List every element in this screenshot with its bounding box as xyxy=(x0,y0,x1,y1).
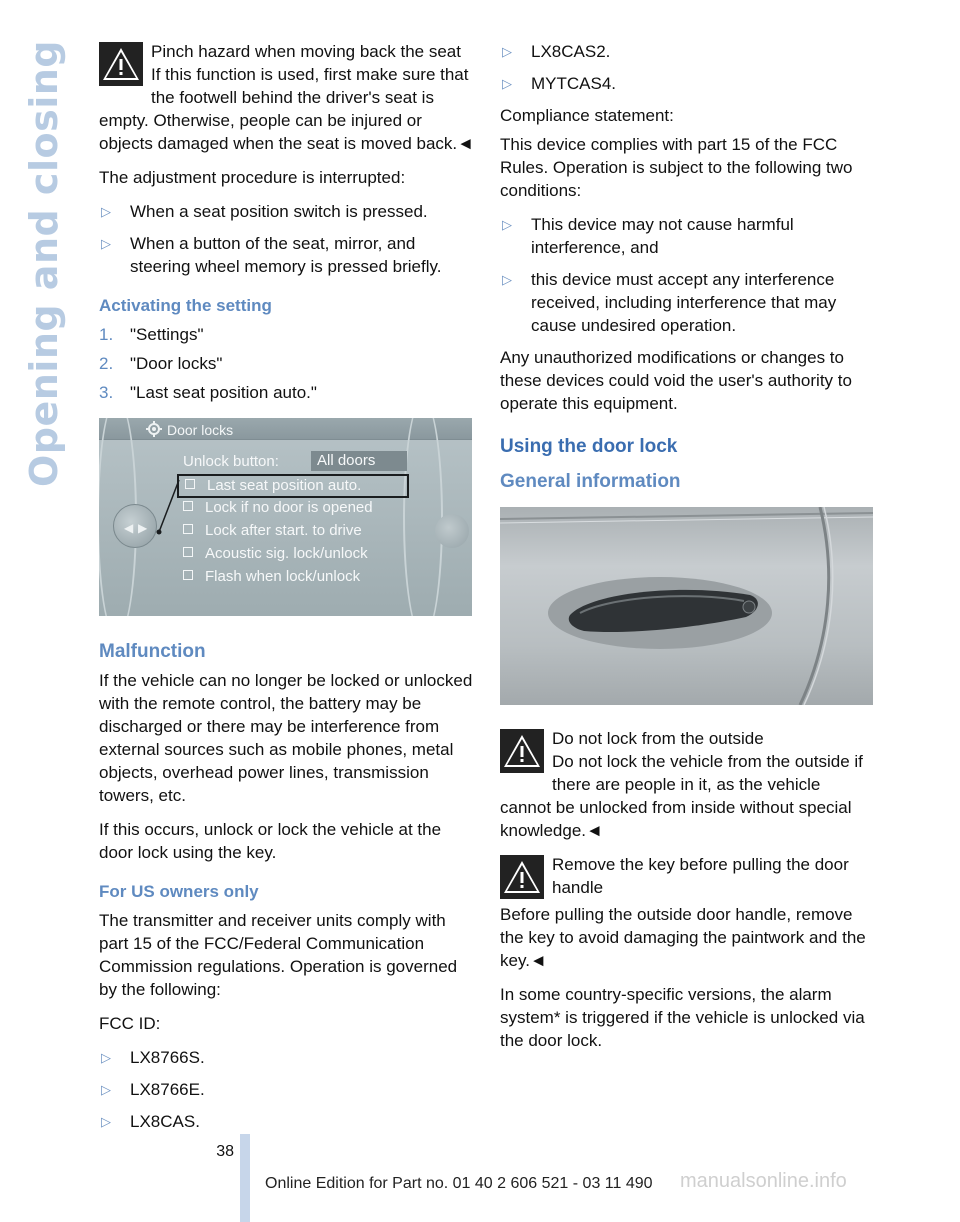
bullet-triangle-icon: ▷ xyxy=(101,204,111,219)
fcc-id-list xyxy=(99,1046,474,1133)
list-item: ▷ This device may not cause harmful interference, and xyxy=(502,215,794,257)
warning-title: Pinch hazard when moving back the seat xyxy=(151,42,461,61)
bullet-triangle-icon: ▷ xyxy=(101,1050,111,1065)
malfunction-paragraph: If the vehicle can no longer be locked or unlocked with the remote control, the battery may be discharged or there may be interference from external sources such as mobile phones, metal objects, overhead power lines, transmission towers, etc. xyxy=(99,671,473,805)
list-item: ▷ LX8CAS2. xyxy=(502,42,611,61)
bullet-triangle-icon: ▷ xyxy=(502,76,512,91)
right-knob-icon xyxy=(435,514,469,548)
edition-text: Online Edition for Part no. 01 40 2 606 521 - 03 11 490 xyxy=(265,1175,653,1192)
list-item: ▷ this device must accept any interference received, including interference that may cause undesired operation. xyxy=(502,270,837,335)
screen-option: Lock after start. to drive xyxy=(183,521,362,541)
warning-body: Before pulling the outside door handle, remove the key to avoid damaging the paintwork and the key.◄ xyxy=(500,905,866,970)
warning-title: Do not lock from the outside xyxy=(552,729,764,748)
malfunction-heading: Malfunction xyxy=(99,641,206,662)
interrupted-list xyxy=(99,200,474,278)
step-item: 2. "Door locks" xyxy=(99,354,223,373)
fcc-id-label: FCC ID: xyxy=(99,1014,161,1033)
bullet-triangle-icon: ▷ xyxy=(502,272,512,287)
door-handle-photo xyxy=(500,507,873,705)
bullet-triangle-icon: ▷ xyxy=(101,236,111,251)
interrupted-intro: The adjustment procedure is interrupted: xyxy=(99,168,406,187)
screen-option: Lock if no door is opened xyxy=(183,498,373,518)
door-handle-illustration xyxy=(500,507,873,705)
do-not-lock-warning xyxy=(500,727,875,842)
activating-heading: Activating the setting xyxy=(99,296,272,315)
bullet-triangle-icon: ▷ xyxy=(502,44,512,59)
us-owners-paragraph: The transmitter and receiver units comply with part 15 of the FCC/Federal Communication Commission regulations. Operation is governed by the following: xyxy=(99,911,458,999)
fcc-id-list-continued xyxy=(500,40,875,95)
footer-bar xyxy=(240,1134,250,1222)
checkbox-icon xyxy=(183,547,193,557)
conditions-list xyxy=(500,213,875,337)
warning-body: If this function is used, first make sure that the footwell behind the driver's seat is empty. Otherwise, people can be injured or objects damaged when the seat is moved back.◄ xyxy=(99,65,474,153)
remove-key-warning xyxy=(500,853,875,972)
door-locks-screen-image xyxy=(99,418,472,616)
compliance-label: Compliance statement: xyxy=(500,106,674,125)
general-information-heading: General information xyxy=(500,471,681,492)
screen-option-selected: Last seat position auto. xyxy=(177,474,409,498)
alarm-paragraph: In some country-specific versions, the alarm system* is triggered if the vehicle is unlocked via the door lock. xyxy=(500,985,865,1050)
warning-triangle-icon xyxy=(500,729,544,773)
warning-triangle-icon xyxy=(500,855,544,899)
bullet-triangle-icon: ▷ xyxy=(502,217,512,232)
screen-option: Acoustic sig. lock/unlock xyxy=(183,544,368,564)
warning-title: Remove the key before pulling the door handle xyxy=(552,855,849,897)
warning-triangle-icon xyxy=(99,42,143,86)
gear-icon xyxy=(145,420,163,438)
list-item: ▷ When a seat position switch is pressed. xyxy=(101,202,428,221)
page-number: 38 xyxy=(216,1143,234,1160)
compliance-paragraph: This device complies with part 15 of the FCC Rules. Operation is subject to the following two conditions: xyxy=(500,135,853,200)
watermark: manualsonline.info xyxy=(680,1170,847,1192)
us-owners-heading: For US owners only xyxy=(99,882,259,901)
right-column xyxy=(500,40,875,1063)
pinch-hazard-warning xyxy=(99,40,474,155)
chapter-side-title: Opening and closing xyxy=(22,40,66,488)
bullet-triangle-icon: ▷ xyxy=(101,1114,111,1129)
pointer-line xyxy=(155,478,185,538)
screen-title: Door locks xyxy=(167,422,234,438)
screen-option: Flash when lock/unlock xyxy=(183,567,360,587)
activation-steps xyxy=(99,323,474,404)
checkbox-icon xyxy=(185,479,195,489)
unlock-button-label: Unlock button: xyxy=(183,453,279,470)
using-door-lock-heading: Using the door lock xyxy=(500,436,678,457)
step-item: 1. "Settings" xyxy=(99,325,204,344)
modifications-paragraph: Any unauthorized modifications or changes to these devices could void the user's authority to operate this equipment. xyxy=(500,348,852,413)
list-item: ▷ When a button of the seat, mirror, and steering wheel memory is pressed briefly. xyxy=(101,234,442,276)
list-item: ▷ LX8766S. xyxy=(101,1048,205,1067)
controller-knob-icon: ◀ ▶ xyxy=(113,504,157,548)
step-item: 3. "Last seat position auto." xyxy=(99,383,317,402)
display-arc-right xyxy=(403,418,443,616)
left-column xyxy=(99,40,474,1142)
checkbox-icon xyxy=(183,570,193,580)
list-item: ▷ LX8CAS. xyxy=(101,1112,200,1131)
list-item: ▷ LX8766E. xyxy=(101,1080,205,1099)
unlock-button-value: All doors xyxy=(311,451,407,471)
malfunction-paragraph-2: If this occurs, unlock or lock the vehicle at the door lock using the key. xyxy=(99,820,442,862)
list-item: ▷ MYTCAS4. xyxy=(502,74,617,93)
bullet-triangle-icon: ▷ xyxy=(101,1082,111,1097)
warning-body: Do not lock the vehicle from the outside if there are people in it, as the vehicle cannot be unlocked from inside without special knowledge.◄ xyxy=(500,752,863,840)
